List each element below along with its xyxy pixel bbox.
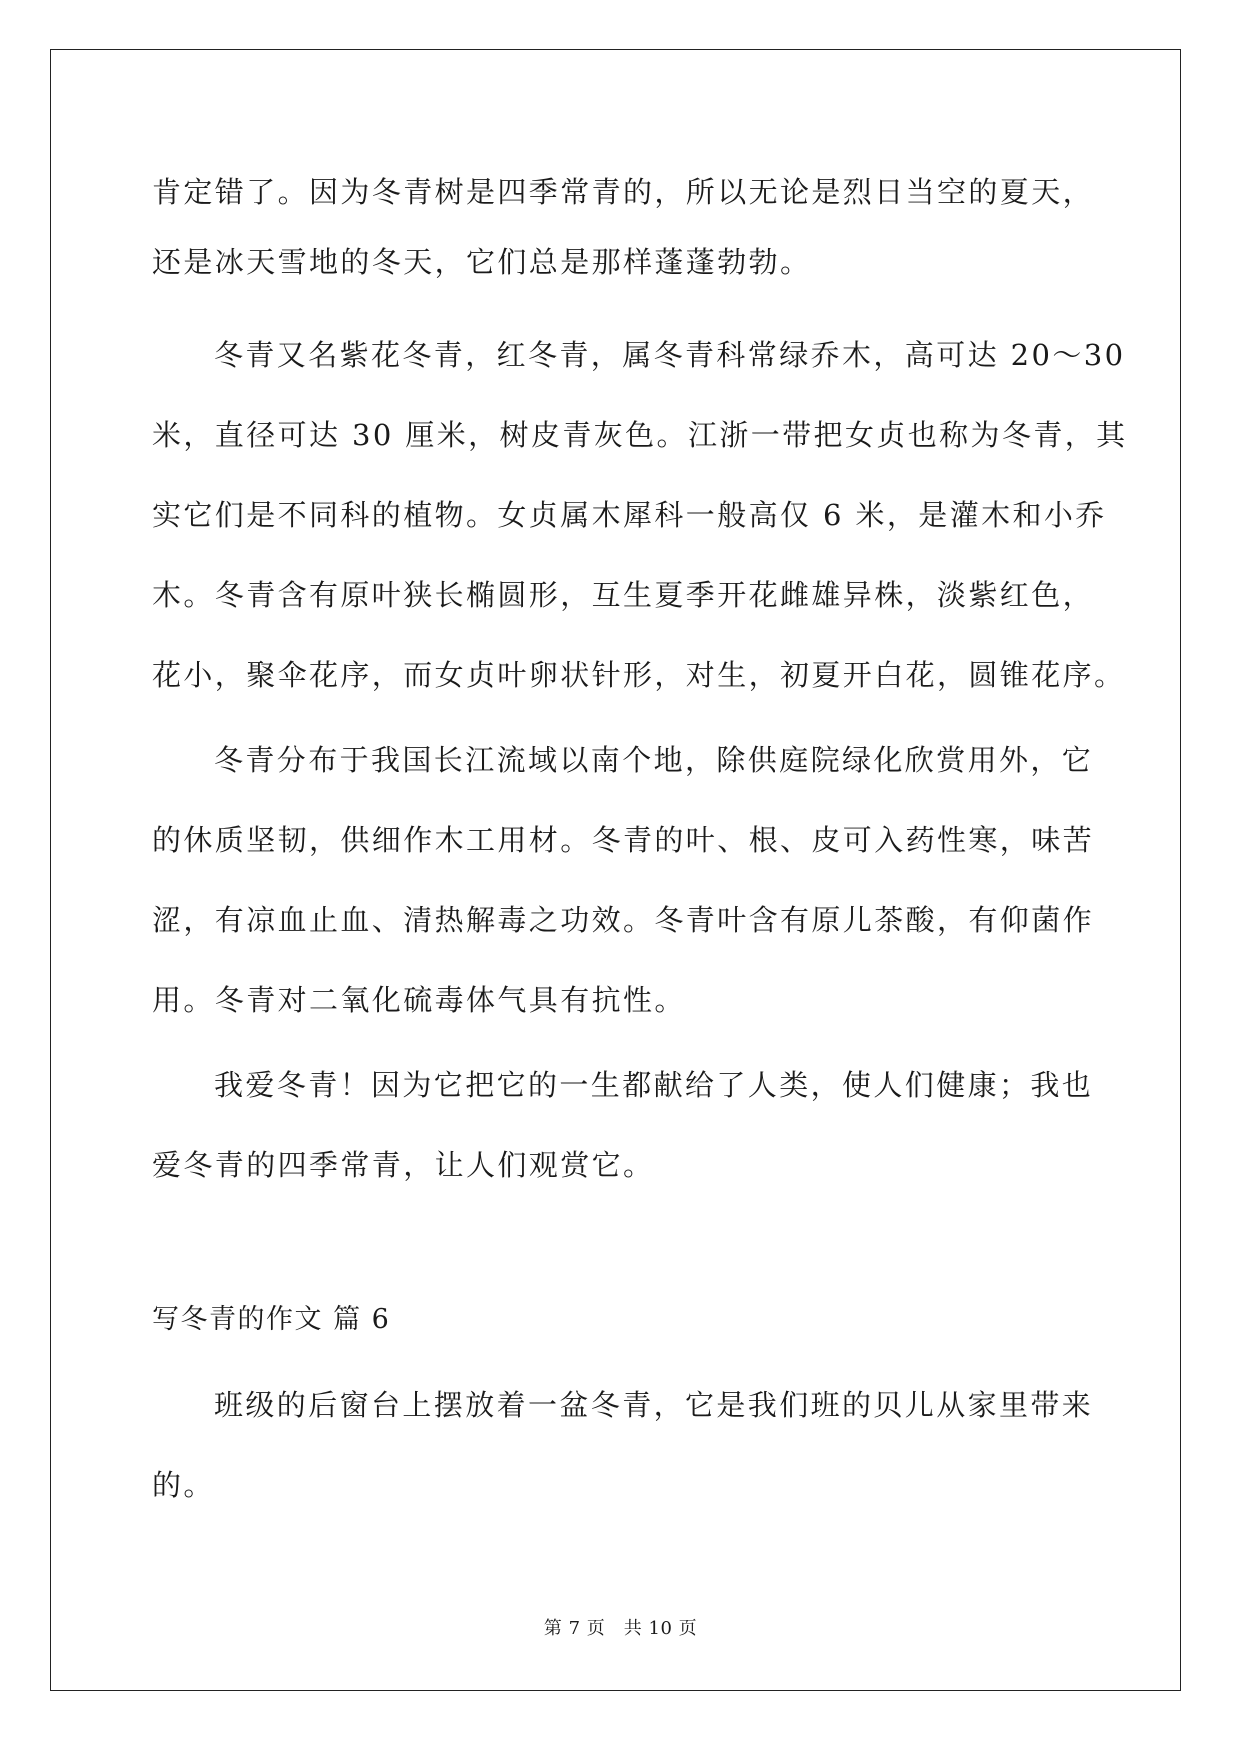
text-line: 冬青分布于我国长江流域以南个地，除供庭院绿化欣赏用外，它 bbox=[214, 743, 1094, 777]
text-line: 实它们是不同科的植物。女贞属木犀科一般高仅 6 米，是灌木和小乔 bbox=[152, 498, 1107, 532]
text-line: 花小，聚伞花序，而女贞叶卵状针形，对生，初夏开白花，圆锥花序。 bbox=[152, 658, 1126, 692]
text-line: 米，直径可达 30 厘米，树皮青灰色。江浙一带把女贞也称为冬青，其 bbox=[152, 418, 1128, 452]
text-line: 我爱冬青！因为它把它的一生都献给了人类，使人们健康；我也 bbox=[214, 1068, 1094, 1102]
text-line: 肯定错了。因为冬青树是四季常青的，所以无论是烈日当空的夏天， bbox=[152, 175, 1095, 209]
text-line: 涩，有凉血止血、清热解毒之功效。冬青叶含有原儿茶酸，有仰菌作 bbox=[152, 903, 1095, 937]
text-line: 爱冬青的四季常青，让人们观赏它。 bbox=[152, 1148, 655, 1182]
text-line: 的。 bbox=[152, 1468, 215, 1502]
section-heading: 写冬青的作文 篇 6 bbox=[152, 1304, 391, 1335]
text-line: 木。冬青含有原叶狭长椭圆形，互生夏季开花雌雄异株，淡紫红色， bbox=[152, 578, 1095, 612]
page-border bbox=[50, 49, 1181, 1691]
text-line: 冬青又名紫花冬青，红冬青，属冬青科常绿乔木，高可达 20～30 bbox=[214, 338, 1126, 372]
page-footer: 第 7 页 共 10 页 bbox=[543, 1618, 698, 1639]
text-line: 的休质坚韧，供细作木工用材。冬青的叶、根、皮可入药性寒，味苦 bbox=[152, 823, 1095, 857]
text-line: 班级的后窗台上摆放着一盆冬青，它是我们班的贝儿从家里带来 bbox=[214, 1388, 1094, 1422]
text-line: 用。冬青对二氧化硫毒体气具有抗性。 bbox=[152, 983, 686, 1017]
text-line: 还是冰天雪地的冬天，它们总是那样蓬蓬勃勃。 bbox=[152, 245, 812, 279]
